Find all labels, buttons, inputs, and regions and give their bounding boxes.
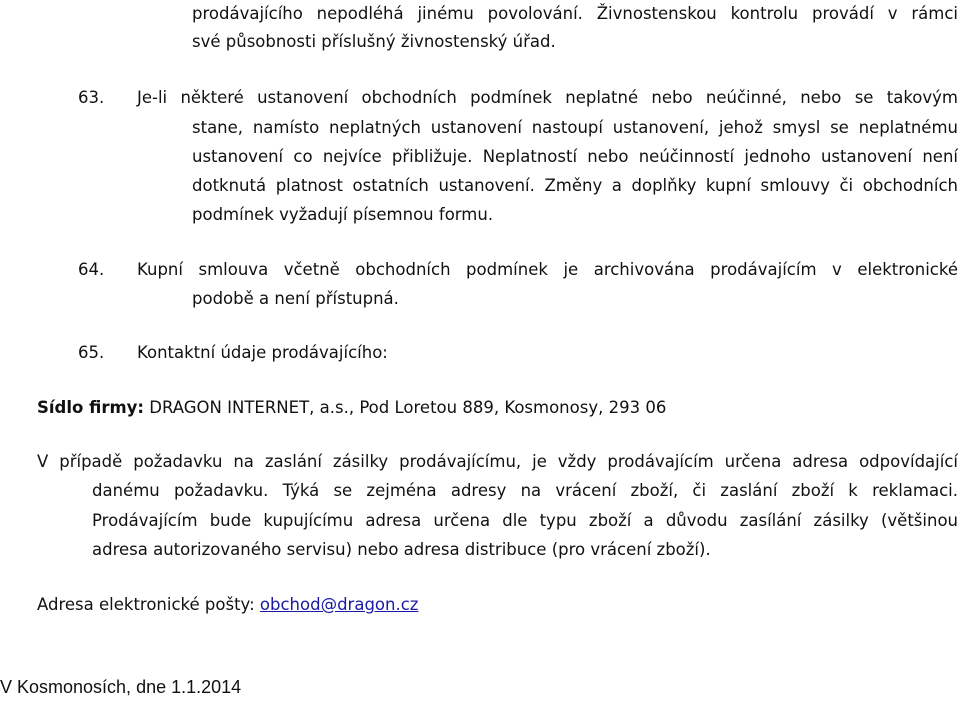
top-fragment-line-1: prodávajícího nepodléhá jinému povolování. Živnostenskou kontrolu provádí v rámci: [192, 4, 958, 23]
delivery-paragraph-line-4: adresa autorizovaného servisu) nebo adresa distribuce (pro vrácení zboží).: [92, 540, 711, 559]
email-label: Adresa elektronické pošty:: [37, 595, 260, 614]
item-63-line-2: stane, namísto neplatných ustanovení nastoupí ustanovení, jehož smysl se neplatnému: [192, 118, 958, 137]
delivery-paragraph-line-3: Prodávajícím bude kupujícímu adresa určena dle typu zboží a důvodu zasílání zásilky (většinou: [92, 511, 958, 530]
delivery-paragraph-line-1: V případě požadavku na zaslání zásilky prodávajícímu, je vždy prodávajícím určena adresa odpovídající: [37, 452, 958, 471]
delivery-paragraph-line-2: danému požadavku. Týká se zejména adresy na vrácení zboží, či zaslání zboží k reklamaci.: [92, 481, 958, 500]
item-number: 64.: [78, 260, 105, 279]
item-64-line-1: Kupní smlouva včetně obchodních podmínek je archivována prodávajícím v elektronické: [137, 260, 958, 279]
item-63-line-4: dotknutá platnost ostatních ustanovení. Změny a doplňky kupní smlouvy či obchodních: [192, 176, 958, 195]
email-line: [37, 595, 418, 615]
item-63-line-5: podmínek vyžadují písemnou formu.: [192, 205, 494, 224]
place-date: V Kosmonosích, dne 1.1.2014: [0, 677, 242, 697]
email-link[interactable]: obchod@dragon.cz: [259, 595, 419, 614]
item-65-line-1: Kontaktní údaje prodávajícího:: [137, 343, 388, 362]
item-63-line-3: ustanovení co nejvíce přibližuje. Neplatností nebo neúčinností jednoho ustanovení není: [192, 147, 958, 166]
company-seat-label: Sídlo firmy:: [37, 398, 145, 417]
company-seat-value: DRAGON INTERNET, a.s., Pod Loretou 889, Kosmonosy, 293 06: [144, 398, 667, 417]
item-number: 63.: [78, 88, 105, 107]
top-fragment-line-2: své působnosti příslušný živnostenský úřad.: [192, 32, 556, 51]
item-64-line-2: podobě a není přístupná.: [192, 289, 399, 308]
item-63-line-1: Je-li některé ustanovení obchodních podmínek neplatné nebo neúčinné, nebo se takovým: [137, 88, 958, 107]
item-number: 65.: [78, 343, 105, 362]
company-seat: [37, 398, 666, 418]
